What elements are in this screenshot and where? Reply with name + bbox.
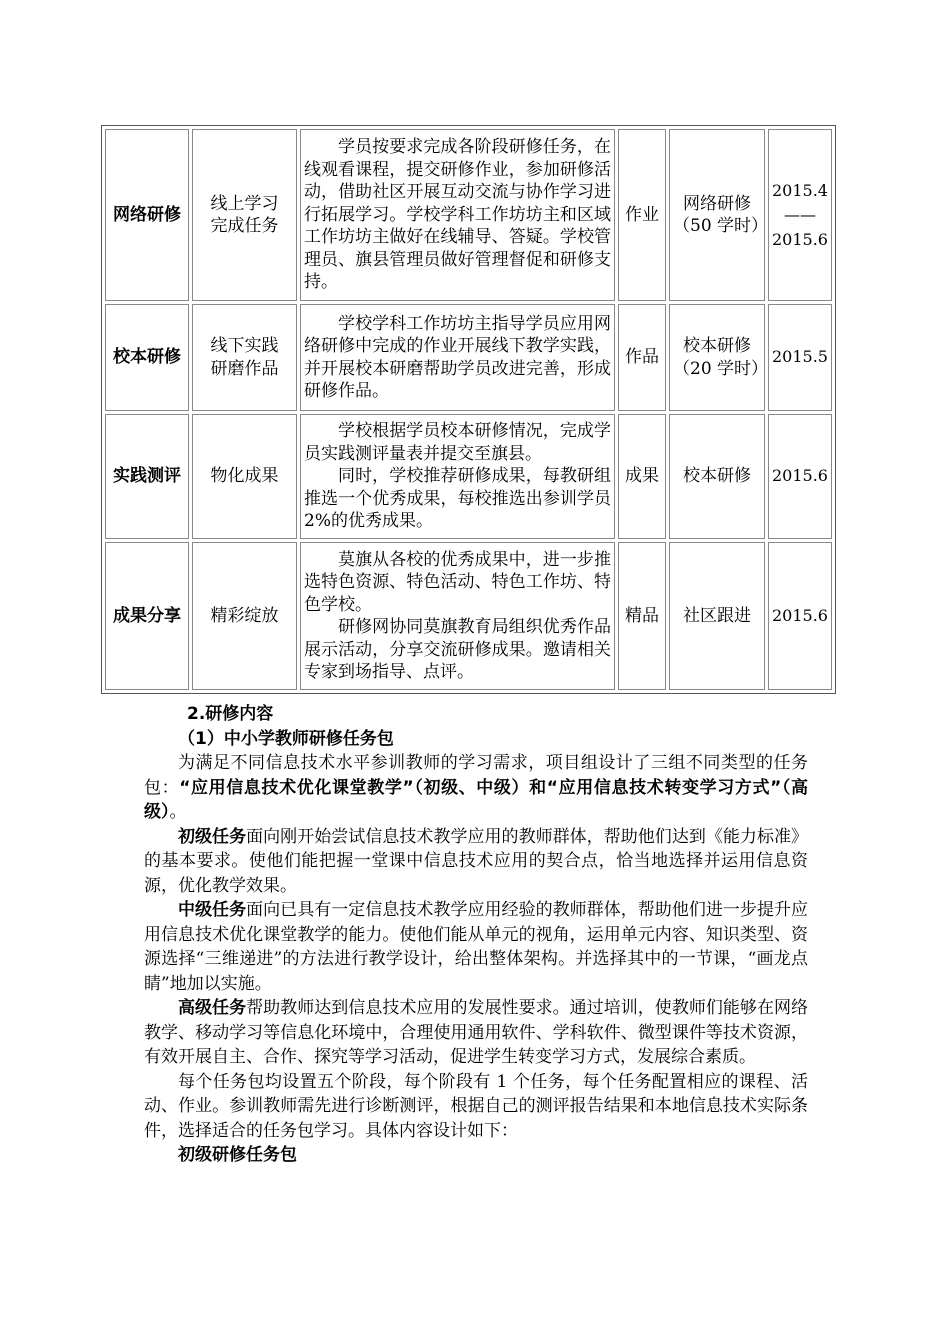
- description-text: 学校根据学员校本研修情况，完成学员实践测评量表并提交至旗县。: [304, 421, 611, 464]
- time-cell: 2015.5: [768, 304, 832, 411]
- time-cell: 2015.6: [768, 542, 832, 690]
- time-cell: 2015.6: [768, 414, 832, 539]
- time-line: 2015.6: [772, 230, 828, 249]
- stage-cell: 网络研修: [105, 129, 189, 301]
- category-line: 校本研修: [683, 336, 751, 356]
- form-cell: [192, 304, 297, 411]
- output-cell: 成果: [618, 414, 666, 539]
- time-line: 2015.4: [772, 181, 828, 200]
- table-row: [105, 304, 832, 411]
- description-text: 学校学科工作坊坊主指导学员应用网络研修中完成的作业开展线下教学实践，并开展校本研磨帮助学员改进完善，形成研修作品。: [304, 313, 611, 401]
- description-cell: [300, 542, 615, 690]
- table-row: [105, 414, 832, 539]
- form-line: 完成任务: [210, 216, 279, 236]
- stages-paragraph: 每个任务包均设置五个阶段，每个阶段有 1 个任务，每个任务配置相应的课程、活动、作业。参训教师需先进行诊断测评，根据自己的测评报告结果和本地信息技术实际条件，选择适合的任务包学习。具体内容设计如下：: [144, 1071, 808, 1141]
- mid-task-paragraph: [144, 898, 808, 996]
- section-heading: 2.研修内容: [187, 704, 274, 724]
- intro-text: 为满足不同信息技术水平参训教师的学习需求，项目组设计了三组不同类型的任务包：: [144, 753, 808, 798]
- mid-task-label: 中级任务: [178, 900, 247, 920]
- basic-package-heading: 初级研修任务包: [178, 1145, 297, 1165]
- description-cell: [300, 304, 615, 411]
- section-subheading: （1）中小学教师研修任务包: [178, 728, 394, 749]
- intro-paragraph: [144, 751, 808, 825]
- category-line: （50 学时）: [673, 216, 769, 236]
- category-cell: [669, 304, 769, 411]
- form-cell: [192, 129, 297, 301]
- category-cell: 校本研修: [669, 414, 765, 539]
- high-task-paragraph: [144, 996, 808, 1070]
- intro-end: 。: [169, 802, 187, 822]
- category-line: （20 学时）: [673, 358, 769, 379]
- time-cell: [768, 129, 832, 301]
- description-text: 学员按要求完成各阶段研修任务，在线观看课程，提交研修作业，参加研修活动，借助社区开展互动交流与协作学习进行拓展学习。学校学科工作坊坊主和区域工作坊坊主做好在线辅导、答疑。学校管理员、旗县管理员做好管理督促和研修支持。: [304, 137, 611, 293]
- description-cell: [300, 414, 615, 539]
- description-text: 莫旗从各校的优秀成果中，进一步推选特色资源、特色活动、特色工作坊、特色学校。: [304, 549, 611, 615]
- training-stages-table: [101, 125, 836, 694]
- high-task-label: 高级任务: [178, 998, 247, 1018]
- basic-task-paragraph: [144, 825, 808, 899]
- category-cell: 社区跟进: [669, 542, 765, 690]
- stage-cell: 校本研修: [105, 304, 189, 411]
- table-row: [105, 542, 832, 690]
- basic-task-text: 面向刚开始尝试信息技术教学应用的教师群体，帮助他们达到《能力标准》的基本要求。使他们能把握一堂课中信息技术应用的契合点，恰当地选择并运用信息资源，优化教学效果。: [144, 826, 809, 896]
- description-cell: [300, 129, 615, 301]
- table-row: [105, 129, 832, 301]
- description-text: 同时，学校推荐研修成果，每教研组推选一个优秀成果，每校推选出参训学员 2%的优秀成果。: [304, 466, 611, 532]
- stage-cell: 成果分享: [105, 542, 189, 690]
- form-cell: 物化成果: [192, 414, 297, 539]
- category-cell: [669, 129, 769, 301]
- form-line: 研磨作品: [210, 358, 279, 379]
- description-text: 研修网协同莫旗教育局组织优秀作品展示活动，分享交流研修成果。邀请相关专家到场指导、点评。: [304, 617, 611, 682]
- high-task-text: 帮助教师达到信息技术应用的发展性要求。通过培训，使教师们能够在网络教学、移动学习等信息化环境中，合理使用通用软件、学科软件、微型课件等技术资源，有效开展自主、合作、探究等学习活动，促进学生转变学习方式，发展综合素质。: [144, 998, 809, 1067]
- output-cell: 精品: [618, 542, 666, 690]
- output-cell: 作品: [618, 304, 666, 411]
- form-line: 线上学习: [210, 193, 279, 214]
- mid-task-text: 面向已具有一定信息技术教学应用经验的教师群体，帮助他们进一步提升应用信息技术优化课堂教学的能力。使他们能从单元的视角，运用单元内容、知识类型、资源选择“三维递进”的方法进行教学设计，给出整体架构。并选择其中的一节课，“画龙点睛”地加以实施。: [144, 900, 809, 994]
- stage-cell: 实践测评: [105, 414, 189, 539]
- form-line: 线下实践: [210, 336, 279, 356]
- category-line: 网络研修: [683, 193, 751, 214]
- form-cell: 精彩绽放: [192, 542, 297, 690]
- time-line: ——: [784, 205, 816, 224]
- output-cell: 作业: [618, 129, 666, 301]
- basic-task-label: 初级任务: [178, 826, 247, 847]
- section-body: [144, 702, 808, 1168]
- intro-bold-text: “应用信息技术优化课堂教学”（初级、中级）和“应用信息技术转变学习方式”（高级）: [144, 777, 808, 822]
